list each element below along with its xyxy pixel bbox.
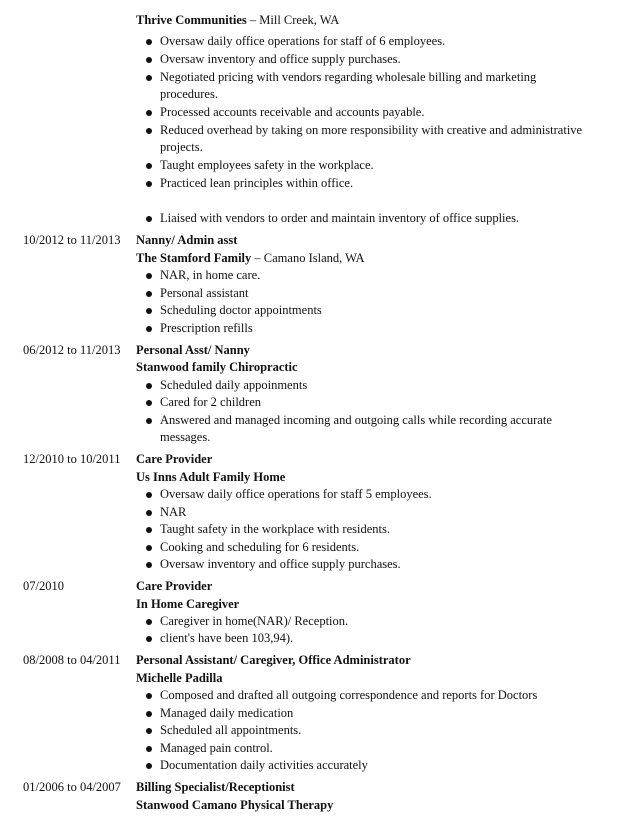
bullet-dot-icon	[146, 291, 152, 297]
bullet-text: Prescription refills	[160, 321, 253, 335]
bullet-text: Managed daily medication	[160, 706, 294, 720]
bullet-text: Scheduled daily appoinments	[160, 378, 308, 392]
employer-line	[136, 12, 339, 29]
bullet-text: Managed pain control.	[160, 741, 273, 755]
bullet-text: NAR, in home care.	[160, 268, 261, 282]
bullet-text: Oversaw inventory and office supply purchases.	[160, 52, 401, 66]
bullet-dot-icon	[146, 636, 152, 642]
job-title: Personal Asst/ Nanny	[136, 343, 250, 357]
employer-name: Us Inns Adult Family Home	[136, 470, 286, 484]
bullet-text: Personal assistant	[160, 286, 249, 300]
bullet-text: client's have been 103,94).	[160, 631, 294, 645]
bullet-text: Liaised with vendors to order and maintain inventory of office supplies.	[160, 211, 520, 225]
bullet-text: Scheduled all appointments.	[160, 723, 302, 737]
bullet-text: projects.	[160, 140, 203, 154]
bullet-text: Oversaw daily office operations for staff of 6 employees.	[160, 34, 446, 48]
bullet-dot-icon	[146, 545, 152, 551]
bullet-text: Oversaw daily office operations for staff 5 employees.	[160, 487, 432, 501]
job-title: Care Provider	[136, 579, 213, 593]
employer-name: Stanwood family Chiropractic	[136, 360, 298, 374]
bullet-text: Composed and drafted all outgoing correspondence and reports for Doctors	[160, 688, 538, 702]
bullet-text: messages.	[160, 430, 211, 444]
bullet-dot-icon	[146, 216, 152, 222]
bullet-dot-icon	[146, 39, 152, 45]
bullet-dot-icon	[146, 619, 152, 625]
employer-location: – Camano Island, WA	[251, 251, 365, 265]
bullet-text: Oversaw inventory and office supply purchases.	[160, 557, 401, 571]
bullet-dot-icon	[146, 308, 152, 314]
bullet-dot-icon	[146, 326, 152, 332]
employer-name: Michelle Padilla	[136, 671, 223, 685]
job-title: Personal Assistant/ Caregiver, Office Administrator	[136, 653, 411, 667]
job-date-range: 07/2010	[23, 579, 64, 593]
bullet-text: Cared for 2 children	[160, 395, 262, 409]
bullet-dot-icon	[146, 128, 152, 134]
job-title: Care Provider	[136, 452, 213, 466]
employer-name: Thrive Communities	[136, 13, 247, 27]
job-date-range: 01/2006 to 04/2007	[23, 780, 121, 794]
bullet-dot-icon	[146, 110, 152, 116]
bullet-dot-icon	[146, 711, 152, 717]
job-title: Billing Specialist/Receptionist	[136, 780, 295, 794]
bullet-dot-icon	[146, 273, 152, 279]
employer-line	[136, 596, 239, 613]
job-title: Nanny/ Admin asst	[136, 233, 238, 247]
bullet-dot-icon	[146, 746, 152, 752]
employer-name: In Home Caregiver	[136, 597, 240, 611]
employer-name: The Stamford Family	[136, 251, 252, 265]
bullet-text: Taught employees safety in the workplace.	[160, 158, 374, 172]
bullet-dot-icon	[146, 418, 152, 424]
bullet-text: Practiced lean principles within office.	[160, 176, 354, 190]
bullet-text: Reduced overhead by taking on more responsibility with creative and administrative	[160, 123, 583, 137]
bullet-text: Taught safety in the workplace with residents.	[160, 522, 390, 536]
bullet-dot-icon	[146, 510, 152, 516]
bullet-dot-icon	[146, 181, 152, 187]
bullet-text: Answered and managed incoming and outgoing calls while recording accurate	[160, 413, 552, 427]
bullet-dot-icon	[146, 527, 152, 533]
bullet-dot-icon	[146, 492, 152, 498]
bullet-dot-icon	[146, 728, 152, 734]
bullet-text: NAR	[160, 505, 187, 519]
bullet-dot-icon	[146, 57, 152, 63]
bullet-dot-icon	[146, 383, 152, 389]
employer-name: Stanwood Camano Physical Therapy	[136, 798, 334, 812]
bullet-text: Documentation daily activities accurately	[160, 758, 368, 772]
bullet-text: procedures.	[160, 87, 218, 101]
bullet-dot-icon	[146, 75, 152, 81]
employer-line	[136, 469, 285, 486]
bullet-text: Negotiated pricing with vendors regarding wholesale billing and marketing	[160, 70, 537, 84]
employer-line	[136, 250, 365, 267]
bullet-text: Scheduling doctor appointments	[160, 303, 322, 317]
job-date-range: 12/2010 to 10/2011	[23, 452, 121, 466]
employer-line	[136, 359, 298, 376]
job-date-range: 08/2008 to 04/2011	[23, 653, 121, 667]
bullet-text: Processed accounts receivable and accounts payable.	[160, 105, 425, 119]
employer-line	[136, 670, 222, 687]
job-date-range: 10/2012 to 11/2013	[23, 233, 121, 247]
bullet-dot-icon	[146, 562, 152, 568]
bullet-dot-icon	[146, 163, 152, 169]
job-date-range: 06/2012 to 11/2013	[23, 343, 121, 357]
bullet-text: Caregiver in home(NAR)/ Reception.	[160, 614, 349, 628]
bullet-dot-icon	[146, 400, 152, 406]
employer-location: – Mill Creek, WA	[246, 13, 340, 27]
employer-line	[136, 797, 333, 814]
bullet-dot-icon	[146, 763, 152, 769]
bullet-text: Cooking and scheduling for 6 residents.	[160, 540, 360, 554]
bullet-dot-icon	[146, 693, 152, 699]
